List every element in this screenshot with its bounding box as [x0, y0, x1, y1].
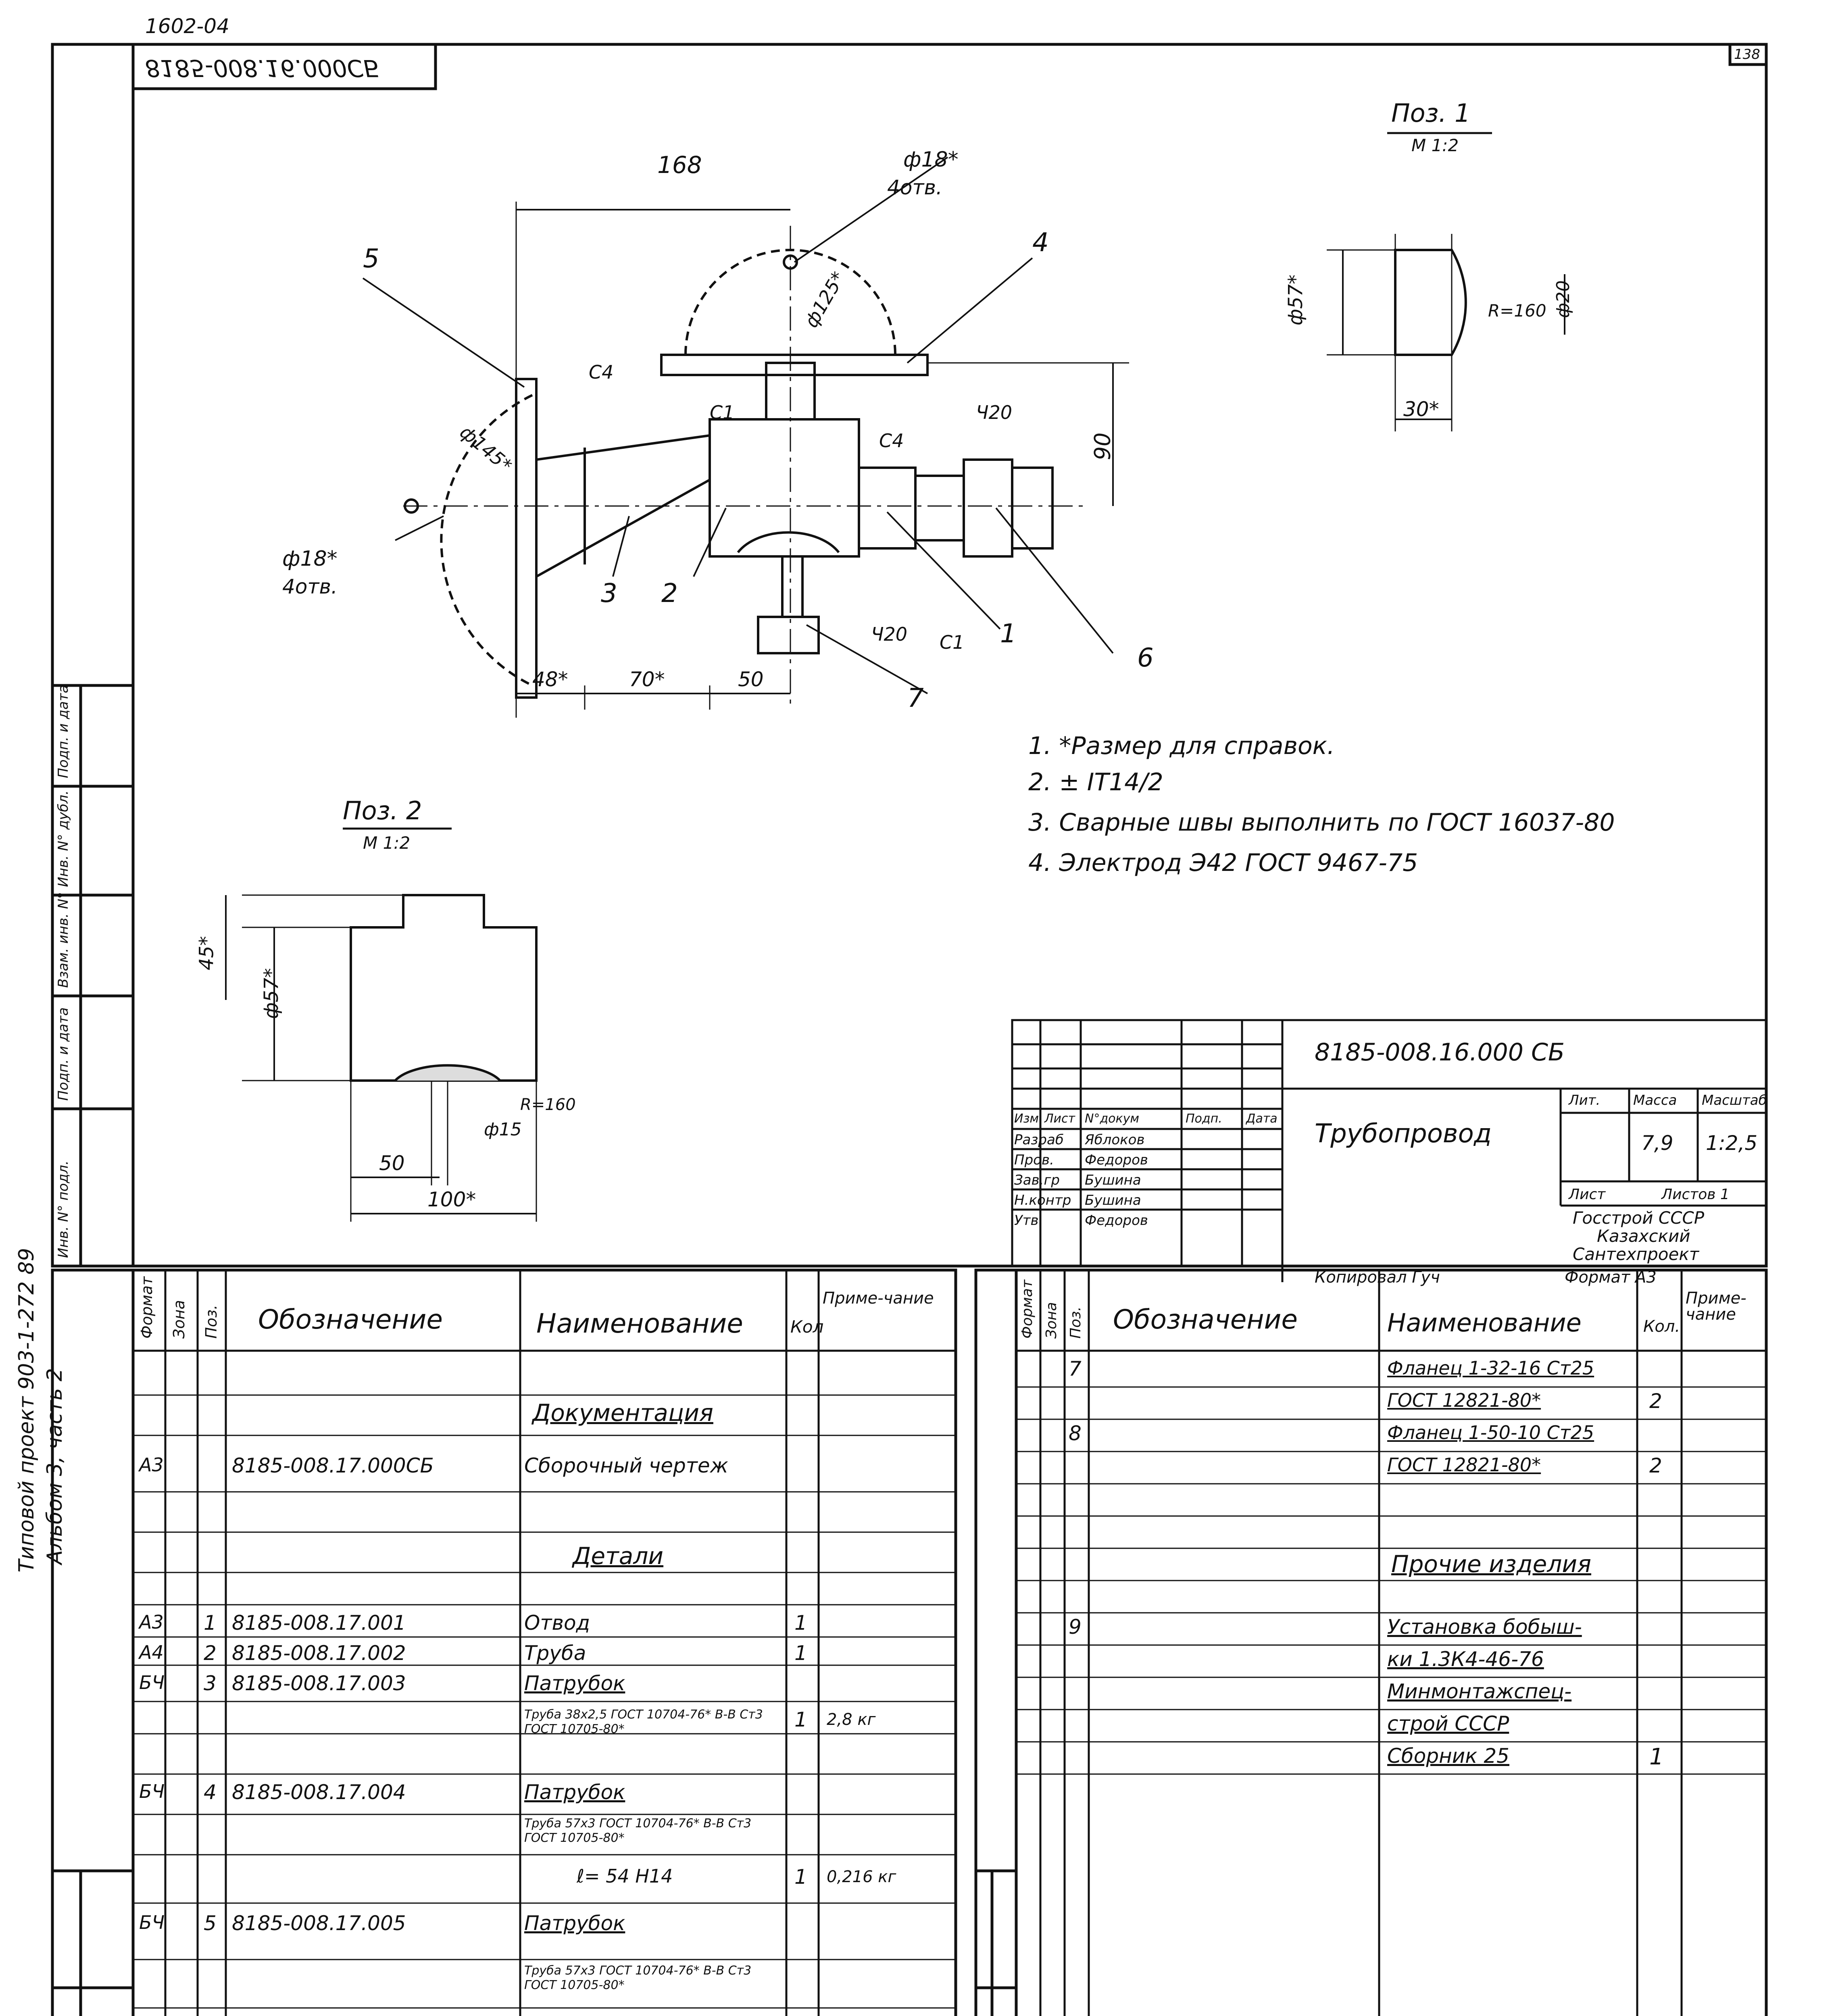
rs-row-1-pos: 7 — [1069, 1357, 1082, 1381]
detail-2-d45: 45* — [195, 936, 218, 971]
stamp-top-role-1: Разраб — [1014, 1132, 1064, 1148]
stamp-top-h-sign: Подп. — [1186, 1112, 1222, 1126]
detail-1-d30: 30* — [1403, 398, 1439, 421]
rs-h-pos: Поз. — [1067, 1306, 1084, 1339]
stamp-top-h-date: Дата — [1246, 1112, 1278, 1126]
detail-2-d57: ф57* — [260, 968, 283, 1019]
side-label-4: Инв. N° дубл. — [55, 790, 71, 887]
sheet-number: 138 — [1734, 46, 1760, 62]
rs-row-2-name: ГОСТ 12821-80* — [1387, 1389, 1541, 1411]
ls-row-12-name: ℓ= 54 Н14 — [577, 1865, 673, 1887]
rs-h-designation: Обозначение — [1113, 1304, 1298, 1335]
side-binder: Типовой проект 903-1-272 89 — [15, 1248, 39, 1572]
dim-70: 70* — [629, 668, 665, 691]
ls-h-pos: Поз. — [202, 1304, 220, 1339]
ls-row-6-des: 8185-008.17.001 — [232, 1611, 406, 1635]
ls-row-13-name: Патрубок — [524, 1912, 625, 1935]
detail-1-view — [1327, 133, 1565, 431]
ls-row-7-qty: 1 — [794, 1641, 807, 1665]
rs-h-qty: Кол. — [1643, 1317, 1680, 1336]
ls-row-14-name: Труба 57х3 ГОСТ 10704-76* В-В Ст3 ГОСТ 10705-80* — [524, 1964, 752, 1992]
rs-h-zone: Зона — [1043, 1302, 1060, 1339]
note-3: 3. Сварные швы выполнить по ГОСТ 16037-80 — [1028, 808, 1615, 837]
ls-row-11-name: Труба 57х3 ГОСТ 10704-76* В-В Ст3 ГОСТ 10705-80* — [524, 1816, 752, 1845]
stamp-top-role-4: Н.контр — [1014, 1192, 1071, 1208]
note-1: 1. *Размер для справок. — [1028, 732, 1335, 760]
ls-row-7-format: А4 — [139, 1641, 164, 1663]
pos-label-7: 7 — [907, 683, 924, 713]
pos-label-6: 6 — [1137, 643, 1154, 673]
ls-row-10-des: 8185-008.17.004 — [232, 1781, 406, 1804]
ls-row-6-qty: 1 — [794, 1611, 807, 1635]
stamp-top-lit: Лит. — [1569, 1092, 1601, 1108]
stamp-top-h-izm: Изм — [1014, 1112, 1039, 1126]
dim-d125: ф125* — [800, 268, 849, 331]
stamp-top-person-5: Федоров — [1085, 1212, 1148, 1229]
ls-row-8-name: Патрубок — [524, 1672, 625, 1695]
ls-h-designation: Обозначение — [258, 1304, 443, 1335]
side-label-5: Подп. и дата — [55, 685, 71, 778]
dim-d18-top: ф18* — [903, 148, 959, 172]
ls-row-9-qty: 1 — [794, 1708, 807, 1731]
stamp-top-role-3: Зав.гр — [1014, 1172, 1060, 1188]
detail-2-r: R=160 — [520, 1095, 576, 1114]
left-frame — [52, 1270, 956, 2016]
dim-48: 48* — [532, 668, 568, 691]
ls-row-13-des: 8185-008.17.005 — [232, 1912, 406, 1935]
rs-row-10-name: Минмонтажспец- — [1387, 1680, 1572, 1703]
note-4: 4. Электрод Э42 ГОСТ 9467-75 — [1028, 849, 1418, 877]
rs-row-11-name: строй СССР — [1387, 1712, 1509, 1735]
dim-168: 168 — [657, 151, 702, 179]
rs-h-note: Приме-чание — [1686, 1289, 1746, 1324]
stamp-top-code: 8185-008.16.000 СБ — [1315, 1038, 1565, 1066]
stamp-top-role-2: Пров. — [1014, 1152, 1054, 1168]
detail-2-d100: 100* — [427, 1188, 476, 1211]
weld-mark-5: Ч20 — [871, 623, 908, 645]
rs-row-12-qty: 1 — [1649, 1744, 1664, 1770]
stamp-top-sheet: Лист — [1569, 1186, 1606, 1203]
stamp-top-scale: 1:2,5 — [1706, 1131, 1758, 1155]
pos-label-2: 2 — [661, 579, 678, 608]
ls-row-4-name: Детали — [573, 1542, 664, 1570]
ls-row-6-format: А3 — [139, 1611, 164, 1633]
stamp-top-scale-label: Масштаб — [1702, 1092, 1767, 1108]
detail-1-d57: ф57* — [1284, 274, 1307, 326]
ls-row-2-name: Сборочный чертеж — [524, 1454, 728, 1477]
ls-h-qty: Кол — [790, 1317, 824, 1337]
dim-50: 50 — [738, 668, 764, 691]
stamp-top-copied: Копировал Гуч — [1315, 1268, 1440, 1287]
right-spec-grid — [1016, 1270, 1766, 2016]
rs-row-6-name: Прочие изделия — [1391, 1550, 1591, 1578]
ls-row-7-pos: 2 — [204, 1641, 217, 1665]
upper-frame — [52, 44, 1766, 1266]
pos-label-4: 4 — [1032, 228, 1049, 258]
rs-row-8-name: Установка бобыш- — [1387, 1615, 1582, 1639]
holes-top: 4отв. — [887, 176, 942, 199]
holes-left: 4отв. — [282, 575, 338, 598]
ls-row-8-pos: 3 — [204, 1672, 217, 1695]
stamp-top-format: Формат А3 — [1565, 1268, 1657, 1287]
ls-row-12-qty: 1 — [794, 1865, 807, 1889]
ls-row-9-note: 2,8 кг — [827, 1710, 876, 1729]
stamp-top-sheets: Листов 1 — [1661, 1186, 1730, 1203]
weld-mark-4: Ч20 — [976, 402, 1013, 423]
stamp-top-name: Трубопровод — [1315, 1119, 1492, 1149]
ls-h-note: Приме-чание — [823, 1289, 934, 1308]
detail-1-scale: М 1:2 — [1411, 135, 1459, 155]
stamp-top-h-doc: N°докум — [1085, 1112, 1140, 1126]
stamp-top-mass: 7,9 — [1641, 1131, 1674, 1155]
stamp-top-person-4: Бушина — [1085, 1192, 1141, 1208]
side-label-2: Подп. и дата — [55, 1007, 71, 1101]
dim-d145: ф145* — [456, 421, 516, 477]
detail-2-d50: 50 — [379, 1152, 405, 1175]
right-frame — [976, 1270, 1766, 2016]
rs-row-3-name: Фланец 1-50-10 Ст25 — [1387, 1422, 1594, 1443]
ls-row-6-name: Отвод — [524, 1611, 590, 1635]
stamp-top-role-5: Утв. — [1014, 1212, 1043, 1229]
ls-row-10-name: Патрубок — [524, 1781, 625, 1804]
rs-row-3-pos: 8 — [1069, 1422, 1082, 1445]
mirrored-code: 8185-008.16.000СБ — [145, 54, 379, 82]
weld-mark-6: С1 — [940, 631, 965, 653]
ls-row-6-pos: 1 — [204, 1611, 217, 1635]
stamp-top-org2: Казахский — [1597, 1226, 1690, 1246]
ls-row-9-name: Труба 38х2,5 ГОСТ 10704-76* В-В Ст3 ГОСТ 10705-80* — [524, 1708, 763, 1736]
weld-mark-1: С4 — [589, 361, 614, 383]
rs-row-9-name: ки 1.3К4-46-76 — [1387, 1647, 1544, 1671]
stamp-top-person-1: Яблоков — [1085, 1132, 1145, 1148]
ls-row-8-des: 8185-008.17.003 — [232, 1672, 406, 1695]
stamp-top-org3: Сантехпроект — [1573, 1244, 1699, 1264]
ls-row-13-pos: 5 — [204, 1912, 217, 1935]
detail-1-r: R=160 — [1488, 301, 1546, 321]
rs-h-format: Формат — [1019, 1279, 1036, 1339]
pos-label-1: 1 — [1000, 619, 1017, 649]
detail-2-d15: ф15 — [484, 1119, 522, 1140]
stamp-top-person-3: Бушина — [1085, 1172, 1141, 1188]
rs-row-12-name: Сборник 25 — [1387, 1744, 1509, 1768]
ls-h-name: Наименование — [536, 1308, 743, 1339]
ls-row-2-format: А3 — [139, 1454, 164, 1476]
rs-row-8-pos: 9 — [1069, 1615, 1082, 1639]
weld-mark-2: С1 — [710, 402, 735, 423]
detail-1-title: Поз. 1 — [1391, 98, 1471, 128]
stamp-top-person-2: Федоров — [1085, 1152, 1148, 1168]
ls-row-8-format: БЧ — [139, 1672, 165, 1693]
ls-row-7-des: 8185-008.17.002 — [232, 1641, 406, 1665]
note-2: 2. ± IT14/2 — [1028, 768, 1163, 796]
ls-row-2-des: 8185-008.17.000СБ — [232, 1454, 434, 1477]
ls-row-7-name: Труба — [524, 1641, 586, 1665]
ls-row-1-name: Документация — [532, 1399, 713, 1427]
pos-label-5: 5 — [363, 244, 379, 274]
detail-1-d20: ф20 — [1553, 280, 1573, 318]
ls-h-format: Формат — [138, 1276, 156, 1339]
ls-h-zone: Зона — [170, 1300, 188, 1339]
side-label-3: Взам. инв. N° — [55, 892, 71, 988]
stamp-top-h-list: Лист — [1044, 1112, 1075, 1126]
rs-h-name: Наименование — [1387, 1308, 1582, 1337]
rs-row-4-qty: 2 — [1649, 1454, 1662, 1477]
dim-90: 90 — [1090, 432, 1115, 460]
weld-mark-3: С4 — [879, 430, 904, 452]
corner-mark: 1602-04 — [145, 15, 229, 38]
stamp-top-org1: Госстрой СССР — [1573, 1208, 1705, 1228]
dim-d18-left: ф18* — [282, 547, 338, 571]
pos-label-3: 3 — [601, 579, 617, 608]
detail-2-title: Поз. 2 — [343, 796, 422, 825]
ls-row-10-format: БЧ — [139, 1781, 165, 1802]
rs-row-4-name: ГОСТ 12821-80* — [1387, 1454, 1541, 1476]
stamp-top-mass-label: Масса — [1633, 1092, 1677, 1108]
rs-row-2-qty: 2 — [1649, 1389, 1662, 1413]
side-label-1: Инв. N° подл. — [55, 1160, 71, 1258]
ls-row-10-pos: 4 — [204, 1781, 217, 1804]
detail-2-scale: М 1:2 — [363, 833, 411, 853]
ls-row-12-note: 0,216 кг — [827, 1868, 896, 1886]
rs-row-1-name: Фланец 1-32-16 Ст25 — [1387, 1357, 1594, 1379]
ls-row-13-format: БЧ — [139, 1912, 165, 1933]
side-binder-album: Альбом 3, часть 2 — [43, 1368, 67, 1564]
